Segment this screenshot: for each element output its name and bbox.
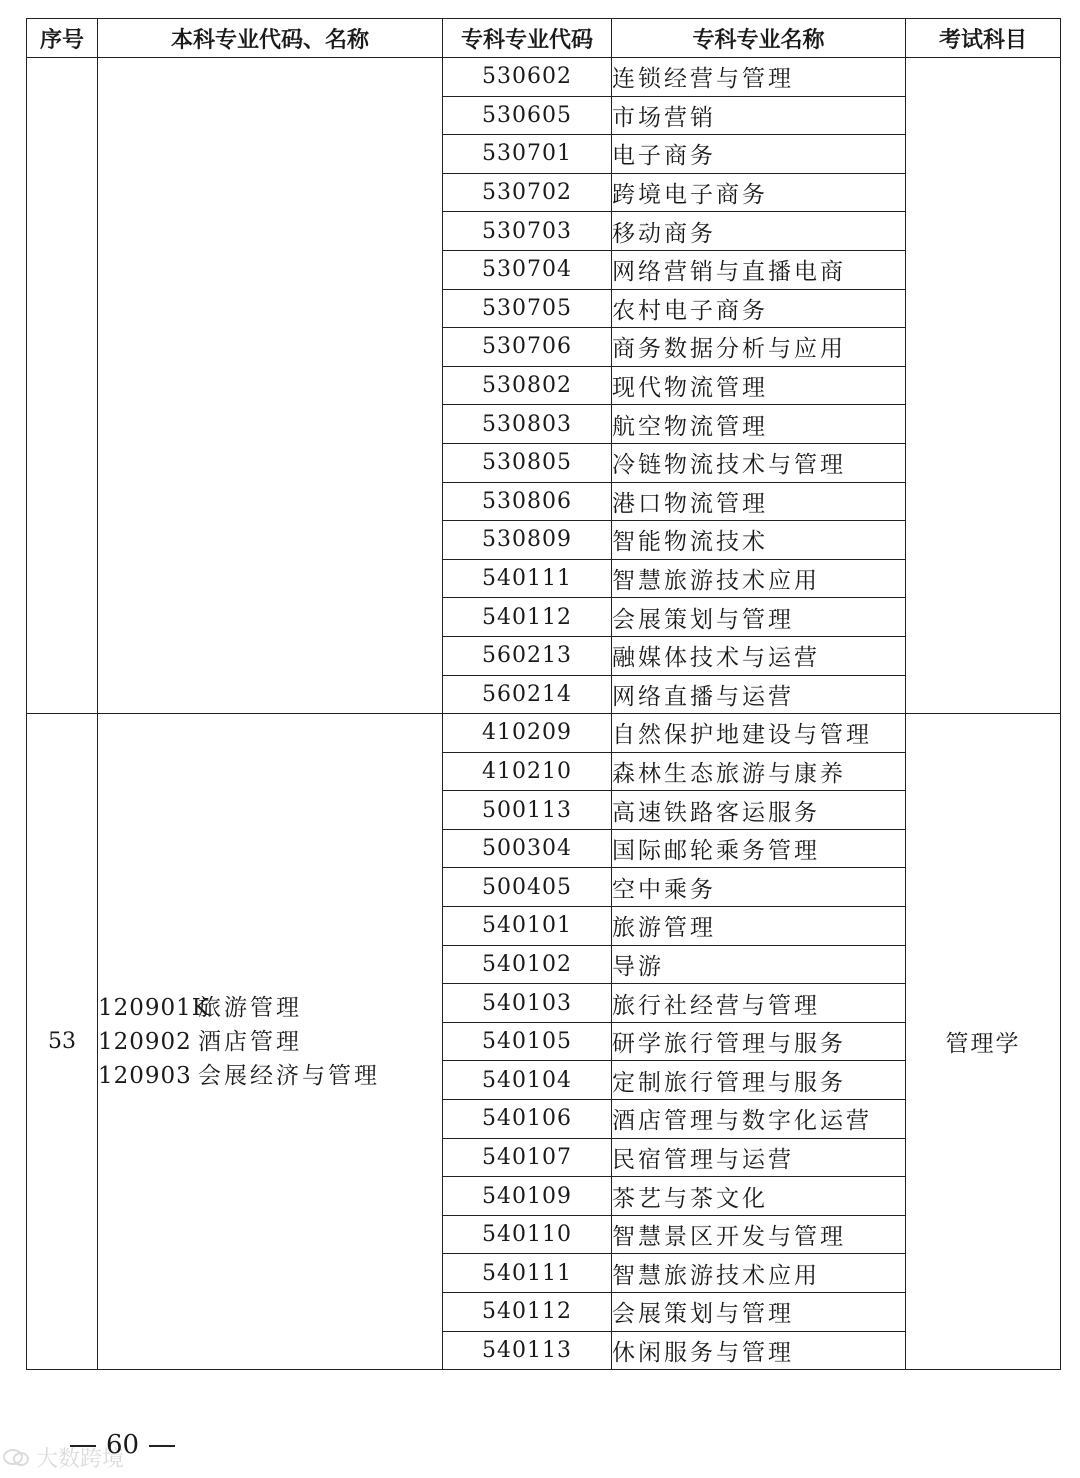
major-name: 会展策划与管理 xyxy=(612,1293,906,1332)
major-name: 港口物流管理 xyxy=(612,482,906,521)
major-code: 530706 xyxy=(443,328,612,367)
major-name: 空中乘务 xyxy=(612,868,906,907)
major-name: 旅行社经营与管理 xyxy=(612,984,906,1023)
major-code: 540106 xyxy=(443,1100,612,1139)
page-footer xyxy=(60,1430,185,1460)
major-name: 智能物流技术 xyxy=(612,521,906,560)
major-code: 530605 xyxy=(443,96,612,135)
majors-table xyxy=(26,18,1061,1370)
major-name: 航空物流管理 xyxy=(612,405,906,444)
major-name: 高速铁路客运服务 xyxy=(612,791,906,830)
major-name: 研学旅行管理与服务 xyxy=(612,1022,906,1061)
major-name: 森林生态旅游与康养 xyxy=(612,752,906,791)
undergrad-code: 120902 xyxy=(98,1028,192,1055)
undergrad-code: 120901K xyxy=(98,994,210,1021)
undergrad-item xyxy=(98,1025,442,1059)
undergrad-name: 会展经济与管理 xyxy=(198,1062,380,1089)
undergrad-cell xyxy=(98,714,443,1370)
major-name: 导游 xyxy=(612,945,906,984)
major-code: 560214 xyxy=(443,675,612,714)
major-code: 540107 xyxy=(443,1138,612,1177)
major-code: 540111 xyxy=(443,1254,612,1293)
major-name: 商务数据分析与应用 xyxy=(612,328,906,367)
undergrad-cell xyxy=(98,58,443,714)
major-code: 540112 xyxy=(443,1293,612,1332)
major-code: 530809 xyxy=(443,521,612,560)
major-name: 融媒体技术与运营 xyxy=(612,636,906,675)
major-name: 网络直播与运营 xyxy=(612,675,906,714)
major-code: 410210 xyxy=(443,752,612,791)
major-code: 500405 xyxy=(443,868,612,907)
major-name: 旅游管理 xyxy=(612,907,906,946)
major-name: 自然保护地建设与管理 xyxy=(612,714,906,753)
chat-bubble-icon xyxy=(2,1447,30,1469)
major-code: 540105 xyxy=(443,1022,612,1061)
major-code: 530805 xyxy=(443,443,612,482)
header-undergrad: 本科专业代码、名称 xyxy=(98,19,443,58)
footer-dash-right xyxy=(149,1445,175,1447)
major-name: 智慧旅游技术应用 xyxy=(612,1254,906,1293)
major-name: 酒店管理与数字化运营 xyxy=(612,1100,906,1139)
major-name: 市场营销 xyxy=(612,96,906,135)
major-name: 智慧旅游技术应用 xyxy=(612,559,906,598)
major-code: 500304 xyxy=(443,829,612,868)
major-name: 休闲服务与管理 xyxy=(612,1331,906,1370)
major-name: 农村电子商务 xyxy=(612,289,906,328)
major-code: 540109 xyxy=(443,1177,612,1216)
major-code: 530806 xyxy=(443,482,612,521)
major-name: 民宿管理与运营 xyxy=(612,1138,906,1177)
watermark-text: 大数跨境 xyxy=(36,1447,125,1472)
major-code: 530802 xyxy=(443,366,612,405)
table-row xyxy=(27,714,1061,753)
undergrad-name: 酒店管理 xyxy=(198,1028,302,1055)
undergrad-item xyxy=(98,991,442,1025)
major-name: 现代物流管理 xyxy=(612,366,906,405)
page-number: 60 xyxy=(106,1430,140,1460)
major-code: 530602 xyxy=(443,58,612,97)
major-name: 茶艺与茶文化 xyxy=(612,1177,906,1216)
major-name: 网络营销与直播电商 xyxy=(612,250,906,289)
major-code: 560213 xyxy=(443,636,612,675)
seq-cell: 53 xyxy=(27,714,98,1370)
major-code: 530701 xyxy=(443,135,612,174)
undergrad-item xyxy=(98,1059,442,1093)
header-subject: 考试科目 xyxy=(906,19,1061,58)
major-code: 530703 xyxy=(443,212,612,251)
major-code: 540101 xyxy=(443,907,612,946)
major-name: 冷链物流技术与管理 xyxy=(612,443,906,482)
subject-cell xyxy=(906,58,1061,714)
major-code: 530704 xyxy=(443,250,612,289)
seq-cell xyxy=(27,58,98,714)
major-name: 电子商务 xyxy=(612,135,906,174)
header-code: 专科专业代码 xyxy=(443,19,612,58)
undergrad-name: 旅游管理 xyxy=(198,994,302,1021)
major-name: 定制旅行管理与服务 xyxy=(612,1061,906,1100)
major-code: 540111 xyxy=(443,559,612,598)
major-name: 智慧景区开发与管理 xyxy=(612,1215,906,1254)
major-name: 跨境电子商务 xyxy=(612,173,906,212)
major-code: 540113 xyxy=(443,1331,612,1370)
major-code: 530705 xyxy=(443,289,612,328)
undergrad-code: 120903 xyxy=(98,1062,192,1089)
major-code: 530702 xyxy=(443,173,612,212)
major-name: 国际邮轮乘务管理 xyxy=(612,829,906,868)
major-code: 540112 xyxy=(443,598,612,637)
major-code: 530803 xyxy=(443,405,612,444)
header-seq: 序号 xyxy=(27,19,98,58)
major-name: 会展策划与管理 xyxy=(612,598,906,637)
header-row xyxy=(27,19,1061,58)
table-row xyxy=(27,58,1061,97)
major-code: 500113 xyxy=(443,791,612,830)
major-code: 540104 xyxy=(443,1061,612,1100)
major-name: 移动商务 xyxy=(612,212,906,251)
major-name: 连锁经营与管理 xyxy=(612,58,906,97)
major-code: 540110 xyxy=(443,1215,612,1254)
subject-cell: 管理学 xyxy=(906,714,1061,1370)
major-code: 410209 xyxy=(443,714,612,753)
header-name: 专科专业名称 xyxy=(612,19,906,58)
footer-dash-left xyxy=(70,1445,96,1447)
major-code: 540103 xyxy=(443,984,612,1023)
major-code: 540102 xyxy=(443,945,612,984)
